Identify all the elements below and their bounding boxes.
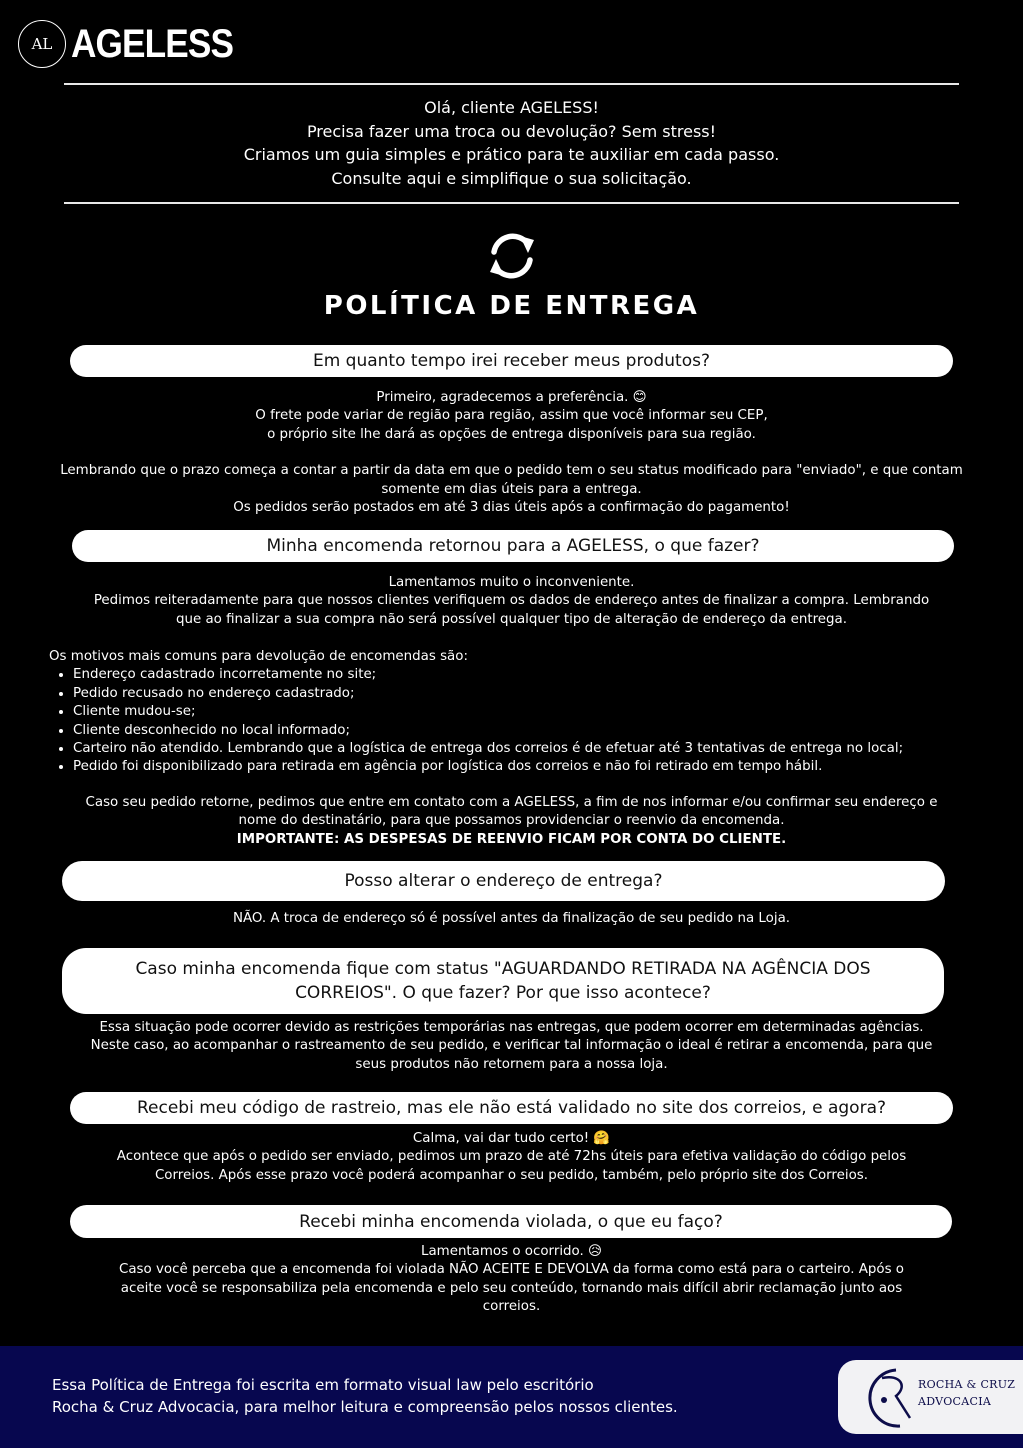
intro-line: Precisa fazer uma troca ou devolução? Sem stress! [306, 121, 717, 141]
question-text: Recebi minha encomenda violada, o que eu faço? [299, 1211, 723, 1232]
intro-line: Olá, cliente AGELESS! [424, 98, 599, 117]
faq-answer-change-address [0, 910, 1023, 928]
faq-answer-tracking-code [0, 1130, 1023, 1185]
intro-line: Criamos um guia simples e prático para te auxiliar em cada passo. [243, 145, 780, 164]
answer-line: seus produtos não retornem para a nossa loja. [355, 1056, 668, 1072]
refresh-arrows-icon [484, 228, 540, 284]
question-text: Posso alterar o endereço de entrega? [344, 871, 663, 891]
answer-line: Correios. Após esse prazo você poderá acompanhar o seu pedido, também, pelo próprio site dos Correios. [154, 1167, 869, 1183]
footer-line: Rocha & Cruz Advocacia, para melhor leitura e compreensão pelos nossos clientes. [52, 1398, 678, 1416]
firm-name-line: ADVOCACIA [918, 1395, 992, 1408]
answer-line: Lamentamos o ocorrido. 😥 [421, 1244, 602, 1259]
question-text: Em quanto tempo irei receber meus produtos? [312, 351, 711, 371]
brand-logo [18, 20, 255, 68]
law-firm-logo [838, 1360, 1023, 1434]
faq-question-change-address [62, 861, 945, 901]
spacer [0, 444, 1023, 462]
list-item: • Pedido foi disponibilizado para retirada em agência por logística dos correios e não foi retirado em tempo hábil. [73, 758, 1009, 776]
reasons-list [49, 666, 1009, 776]
faq-question-violated-package [70, 1205, 952, 1238]
rc-monogram-icon [860, 1364, 920, 1430]
faq-answer-awaiting-pickup [0, 1019, 1023, 1074]
answer-line: Acontece que após o pedido ser enviado, pedimos um prazo de até 72hs úteis para efetiva validação do código pelos [116, 1149, 907, 1165]
answer-line: Lamentamos muito o inconveniente. [388, 575, 635, 590]
answer-line: Caso você perceba que a encomenda foi violada NÃO ACEITE E DEVOLVA da forma como está para o carteiro. Após o [119, 1262, 904, 1278]
monogram-icon: AL [18, 20, 66, 68]
answer-line: somente em dias úteis para a entrega. [381, 481, 642, 497]
answer-line: Neste caso, ao acompanhar o rastreamento de seu pedido, e verificar tal informação o ideal é retirar a encomenda, para que [90, 1038, 933, 1054]
list-item: • Pedido recusado no endereço cadastrado; [73, 685, 1009, 703]
answer-line: O frete pode variar de região para região, assim que você informar seu CEP, [255, 408, 768, 424]
question-text: Caso minha encomenda fique com status "AGUARDANDO RETIRADA NA AGÊNCIA DOS [135, 959, 871, 979]
intro-line: Consulte aqui e simplifique o sua solicitação. [331, 168, 692, 188]
list-item: • Endereço cadastrado incorretamente no site; [73, 666, 1009, 684]
faq-answer-violated-package [0, 1243, 1023, 1317]
list-item: • Cliente mudou-se; [73, 703, 1009, 721]
return-reasons [49, 648, 1009, 777]
answer-line: que ao finalizar a sua compra não será possível qualquer tipo de alteração de endereço da entrega. [175, 611, 847, 627]
answer-line: Os pedidos serão postados em até 3 dias úteis após a confirmação do pagamento! [233, 500, 790, 516]
answer-line: Caso seu pedido retorne, pedimos que entre em contato com a AGELESS, a fim de nos informar e/ou confirmar seu endereço e [85, 795, 938, 810]
faq-question-awaiting-pickup [62, 948, 944, 1014]
firm-name-line: ROCHA & CRUZ [918, 1378, 1016, 1391]
answer-line: nome do destinatário, para que possamos providenciar o reenvio da encomenda. [238, 813, 785, 829]
faq-answer-returned-order [0, 574, 1023, 629]
list-item: • Carteiro não atendido. Lembrando que a logística de entrega dos correios é de efetuar até 3 tentativas de entrega no local; [73, 740, 1009, 758]
intro-text [0, 96, 1023, 190]
answer-line: correios. [482, 1299, 541, 1315]
list-item: • Cliente desconhecido no local informado; [73, 722, 1009, 740]
returned-order-closing [0, 794, 1023, 849]
divider-bottom [64, 202, 959, 204]
question-text: Recebi meu código de rastreio, mas ele não está validado no site dos correios, e agora? [136, 1098, 887, 1118]
important-notice: IMPORTANTE: AS DESPESAS DE REENVIO FICAM POR CONTA DO CLIENTE. [236, 831, 787, 847]
footer-credit [52, 1374, 678, 1418]
divider-top [64, 83, 959, 85]
answer-line: Lembrando que o prazo começa a contar a partir da data em que o pedido tem o seu status modificado para "enviado", e que contam [60, 463, 963, 479]
faq-answer-delivery-time [0, 389, 1023, 517]
footer-line: Essa Política de Entrega foi escrita em formato visual law pelo escritório [52, 1376, 594, 1394]
answer-line: Primeiro, agradecemos a preferência. 😊 [376, 390, 647, 405]
answer-line: o próprio site lhe dará as opções de entrega disponíveis para sua região. [267, 426, 756, 442]
question-text: Minha encomenda retornou para a AGELESS, o que fazer? [266, 536, 760, 556]
reasons-intro: Os motivos mais comuns para devolução de encomendas são: [49, 649, 468, 664]
faq-question-returned-order [72, 530, 954, 562]
brand-name: AGELESS [71, 21, 234, 66]
answer-line: Calma, vai dar tudo certo! 🤗 [412, 1131, 611, 1146]
answer-line: Essa situação pode ocorrer devido as restrições temporárias nas entregas, que podem ocorrer em determinadas agências. [99, 1020, 924, 1035]
faq-question-delivery-time [70, 345, 953, 377]
answer-line: NÃO. A troca de endereço só é possível antes da finalização de seu pedido na Loja. [232, 911, 791, 926]
answer-line: aceite você se responsabiliza pela encomenda e pelo seu conteúdo, tornando mais difícil abrir reclamação junto aos [120, 1280, 903, 1296]
question-text: CORREIOS". O que fazer? Por que isso acontece? [295, 983, 711, 1003]
page-title: POLÍTICA DE ENTREGA [323, 291, 700, 321]
faq-question-tracking-code [70, 1092, 953, 1124]
answer-line: Pedimos reiteradamente para que nossos clientes verifiquem os dados de endereço antes de finalizar a compra. Lembrando [93, 593, 930, 609]
law-firm-name [918, 1376, 1015, 1410]
